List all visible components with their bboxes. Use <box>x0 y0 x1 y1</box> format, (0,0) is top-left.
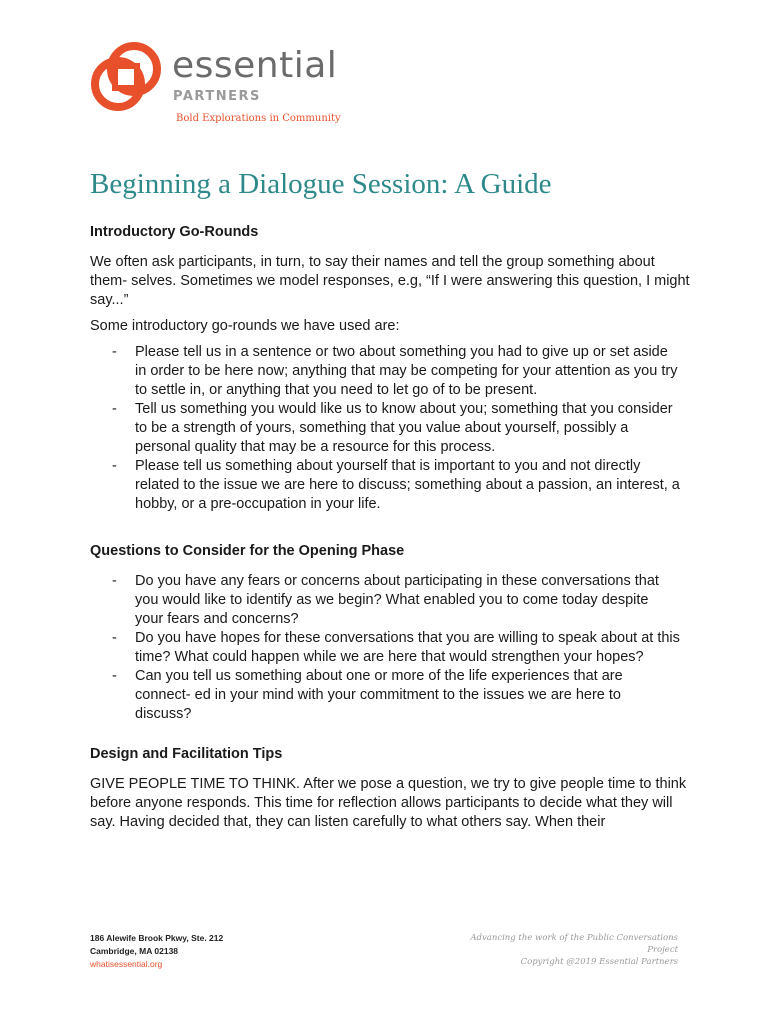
address-line: 186 Alewife Brook Pkwy, Ste. 212 <box>90 933 224 943</box>
logo-tagline: Bold Explorations in Community <box>176 113 341 124</box>
list-item: - Do you have hopes for these conversations that you are willing to speak about at this time? What could happen while we are here that would strengthen your hopes? <box>90 629 690 667</box>
logo <box>90 40 360 130</box>
essential-partners-logo-icon <box>90 40 162 114</box>
paragraph: GIVE PEOPLE TIME TO THINK. After we pose a question, we try to give people time to think before anyone responds. This time for reflection allows participants to decide what they will say. Having decided that, they can listen carefully to what others say. When their <box>90 776 687 830</box>
list-item: - Can you tell us something about one or more of the life experiences that are connect- ed in your mind with your commitment to the issues we are here to discuss? <box>90 667 690 724</box>
paragraph: We often ask participants, in turn, to say their names and tell the group something about them- selves. Sometimes we model responses, e.g, “If I were answering this question, I might say...” <box>90 254 690 308</box>
document-title: Beginning a Dialogue Session: A Guide <box>90 168 552 200</box>
copyright-text: Copyright @2019 Essential Partners <box>520 957 678 967</box>
footer-address <box>90 932 223 971</box>
list-item: - Do you have any fears or concerns about participating in these conversations that you would like to identify as we begin? What enabled you to come today despite your fears and concerns? <box>90 572 690 629</box>
bullet-list <box>90 572 690 724</box>
section-heading: Introductory Go-Rounds <box>90 224 259 240</box>
bullet-list <box>90 343 690 514</box>
section-heading: Design and Facilitation Tips <box>90 746 283 762</box>
list-item: - Please tell us in a sentence or two about something you had to give up or set aside in order to be here now; anything that may be competing for your attention as you try to settle in, or anything that you need to let go of to be present. <box>90 343 690 400</box>
website-link[interactable]: whatisessential.org <box>90 959 163 969</box>
paragraph: Some introductory go-rounds we have used are: <box>90 318 400 334</box>
document-body <box>90 222 690 839</box>
mission-text: Advancing the work of the Public Conversations Project <box>470 933 678 955</box>
list-item: - Tell us something you would like us to know about you; something that you consider to be a strength of yours, something that you value about yourself, possibly a personal quality that may be a resource for this process. <box>90 400 690 457</box>
logo-subtitle: PARTNERS <box>173 89 261 104</box>
list-item: - Please tell us something about yourself that is important to you and not directly related to the issue we are here to discuss; something about a passion, an interest, a hobby, or a pre-occupation in your life. <box>90 457 690 514</box>
footer-mission <box>450 932 678 968</box>
address-line: Cambridge, MA 02138 <box>90 946 179 956</box>
section-heading: Questions to Consider for the Opening Phase <box>90 543 405 559</box>
logo-wordmark: essential <box>172 45 338 86</box>
